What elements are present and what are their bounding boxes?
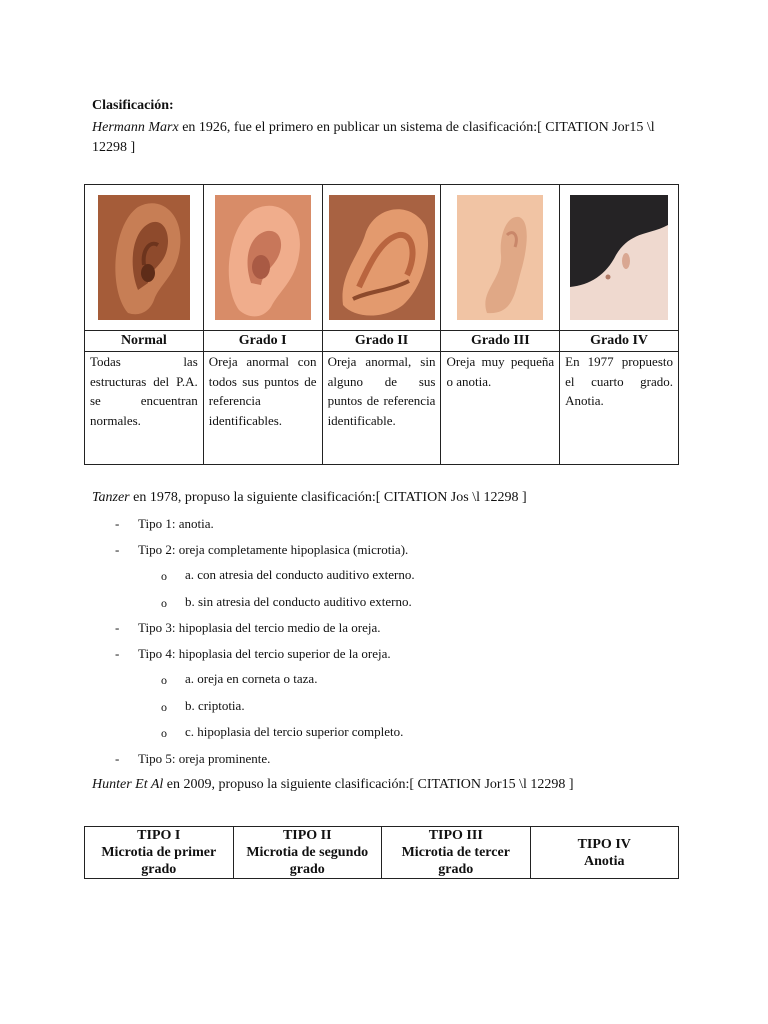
tipo-1-desc: Microtia de primer grado xyxy=(101,845,217,877)
list-item: Tipo 4: hipoplasia del tercio superior de la oreja. xyxy=(138,646,391,661)
grade-3-ear-photo xyxy=(457,195,543,320)
sublist-bullet: o xyxy=(161,673,167,687)
image-row xyxy=(85,185,679,331)
list-item: Tipo 1: anotia. xyxy=(138,516,214,531)
tipo-3-cell xyxy=(382,827,531,879)
header-grado-1: Grado I xyxy=(203,331,322,352)
tipo-4-desc: Anotia xyxy=(584,853,625,869)
list-dash: - xyxy=(115,542,120,557)
section-heading: Clasificación: xyxy=(92,98,174,113)
marx-intro-text: en 1926, fue el primero en publicar un sistema de clasificación:[ CITATION Jor15 \l 12298 ] xyxy=(92,120,655,155)
tipo-2-title: TIPO II xyxy=(282,828,332,843)
tanzer-intro xyxy=(92,488,692,508)
sublist-item: b. criptotia. xyxy=(185,698,245,713)
desc-normal: Todas las estructuras del P.A. se encuentran normales. xyxy=(85,352,204,465)
sublist-bullet: o xyxy=(161,726,167,740)
hunter-row xyxy=(85,827,679,879)
description-row xyxy=(85,352,679,465)
grade-3-image-cell xyxy=(441,185,560,331)
list-dash: - xyxy=(115,620,120,635)
tipo-3-desc: Microtia de tercer grado xyxy=(401,845,510,877)
desc-grado-1: Oreja anormal con todos sus puntos de referencia identificables. xyxy=(203,352,322,465)
list-item: Tipo 3: hipoplasia del tercio medio de la oreja. xyxy=(138,620,381,635)
header-grado-4: Grado IV xyxy=(560,331,679,352)
header-grado-3: Grado III xyxy=(441,331,560,352)
desc-grado-2: Oreja anormal, sin alguno de sus puntos de referencia identificable. xyxy=(322,352,441,465)
normal-image-cell xyxy=(85,185,204,331)
tipo-1-title: TIPO I xyxy=(137,828,181,843)
tipo-4-cell xyxy=(530,827,679,879)
tanzer-intro-text: en 1978, propuso la siguiente clasificación:[ CITATION Jos \l 12298 ] xyxy=(129,490,527,505)
desc-grado-3: Oreja muy pequeña o anotia. xyxy=(441,352,560,465)
sublist-item: c. hipoplasia del tercio superior completo. xyxy=(185,724,404,739)
sublist-item: a. oreja en corneta o taza. xyxy=(185,671,318,686)
tipo-4-title: TIPO IV xyxy=(577,836,631,852)
list-dash: - xyxy=(115,516,120,531)
normal-ear-photo xyxy=(98,195,190,320)
tipo-3-title: TIPO III xyxy=(428,828,483,843)
grade-4-ear-photo xyxy=(570,195,668,320)
hunter-intro-text: en 2009, propuso la siguiente clasificación:[ CITATION Jor15 \l 12298 ] xyxy=(163,777,574,792)
author-hunter: Hunter Et Al xyxy=(92,777,164,792)
grade-4-image-cell xyxy=(560,185,679,331)
tipo-2-cell xyxy=(233,827,382,879)
header-row xyxy=(85,331,679,352)
author-tanzer: Tanzer xyxy=(92,490,130,505)
list-dash: - xyxy=(115,646,120,661)
author-marx: Hermann Marx xyxy=(92,120,179,135)
grade-1-ear-photo xyxy=(215,195,311,320)
header-normal: Normal xyxy=(85,331,204,352)
list-item: Tipo 2: oreja completamente hipoplasica (microtia). xyxy=(138,542,409,557)
marx-intro xyxy=(92,118,692,158)
list-item: Tipo 5: oreja prominente. xyxy=(138,751,271,766)
hunter-intro xyxy=(92,775,692,795)
tipo-2-desc: Microtia de segundo grado xyxy=(246,845,369,877)
desc-grado-4: En 1977 propuesto el cuarto grado. Anotia. xyxy=(560,352,679,465)
grade-2-image-cell xyxy=(322,185,441,331)
sublist-bullet: o xyxy=(161,596,167,610)
sublist-item: a. con atresia del conducto auditivo externo. xyxy=(185,567,415,582)
marx-classification-table xyxy=(84,184,679,465)
list-dash: - xyxy=(115,751,120,766)
sublist-bullet: o xyxy=(161,569,167,583)
sublist-item: b. sin atresia del conducto auditivo externo. xyxy=(185,594,412,609)
grade-2-ear-photo xyxy=(329,195,435,320)
grade-1-image-cell xyxy=(203,185,322,331)
tipo-1-cell xyxy=(85,827,234,879)
hunter-classification-table xyxy=(84,826,679,879)
header-grado-2: Grado II xyxy=(322,331,441,352)
sublist-bullet: o xyxy=(161,700,167,714)
